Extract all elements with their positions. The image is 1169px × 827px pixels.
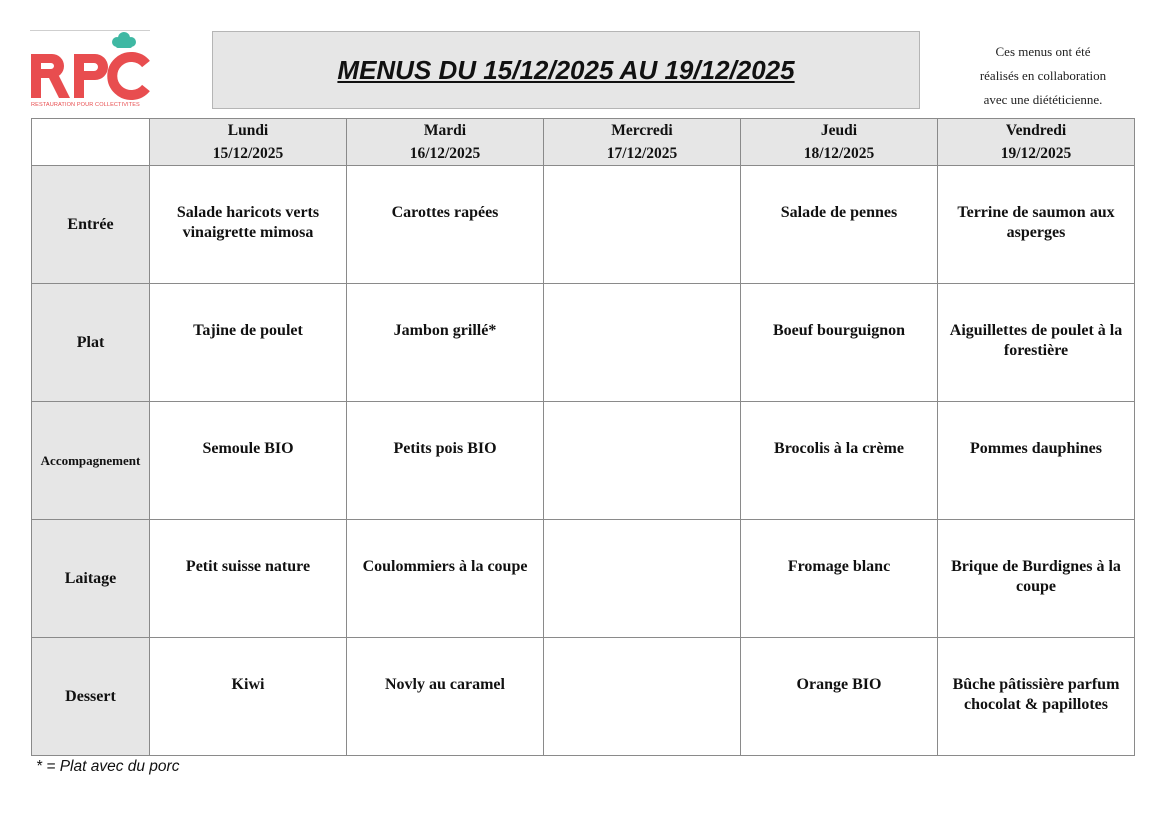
menu-cell	[347, 166, 544, 284]
dish-text: Semoule BIO	[202, 440, 294, 457]
day-header-wednesday	[544, 119, 741, 166]
menu-cell	[544, 402, 741, 520]
day-date: 18/12/2025	[803, 145, 875, 162]
pork-footnote: * = Plat avec du porc	[36, 758, 180, 775]
menu-cell	[938, 638, 1135, 756]
menu-cell	[544, 284, 741, 402]
table-corner-cell	[32, 119, 150, 166]
page-title: MENUS DU 15/12/2025 AU 19/12/2025	[337, 54, 795, 85]
company-logo	[30, 30, 152, 114]
dish-text: Tajine de poulet	[193, 322, 303, 339]
menu-cell	[741, 166, 938, 284]
dish-text: Petits pois BIO	[393, 440, 497, 457]
day-date: 16/12/2025	[409, 145, 481, 162]
dish-text: Coulommiers à la coupe	[362, 558, 528, 575]
row-label: Plat	[32, 284, 150, 402]
menu-cell	[938, 284, 1135, 402]
chef-hat-icon	[112, 32, 136, 48]
dish-text	[544, 638, 740, 675]
menu-cell	[150, 402, 347, 520]
logo-letter-p	[74, 54, 108, 98]
dish-text: Petit suisse nature	[185, 558, 311, 575]
menu-cell	[150, 166, 347, 284]
note-line: réalisés en collaboration	[979, 68, 1107, 83]
menu-table	[31, 118, 1135, 756]
dish-text: Kiwi	[231, 676, 265, 693]
menu-cell	[938, 402, 1135, 520]
dish-text	[544, 166, 740, 203]
day-date: 15/12/2025	[212, 145, 284, 162]
menu-cell	[741, 638, 938, 756]
dish-text: Orange BIO	[796, 676, 882, 693]
table-row-plat	[32, 284, 1135, 402]
logo-letter-c	[112, 57, 146, 95]
day-name: Jeudi	[820, 122, 858, 139]
dish-text	[544, 402, 740, 439]
menu-cell	[347, 520, 544, 638]
day-date: 17/12/2025	[606, 145, 678, 162]
menu-cell	[347, 284, 544, 402]
menu-cell	[741, 520, 938, 638]
dish-text: Salade de pennes	[780, 204, 898, 221]
menu-cell	[544, 520, 741, 638]
dish-text: Bûche pâtissière parfum chocolat & papillotes	[952, 676, 1120, 713]
menu-cell	[150, 520, 347, 638]
menu-cell	[347, 402, 544, 520]
dietitian-note	[948, 40, 1138, 112]
menu-cell	[741, 402, 938, 520]
day-name: Mardi	[423, 122, 467, 139]
table-row-entree	[32, 166, 1135, 284]
menu-cell	[150, 284, 347, 402]
menu-cell	[741, 284, 938, 402]
table-row-dessert	[32, 638, 1135, 756]
row-label: Accompagnement	[32, 402, 150, 520]
rpc-logo-mark	[30, 30, 152, 102]
dish-text	[544, 520, 740, 557]
dish-text: Aiguillettes de poulet à la forestière	[949, 322, 1123, 359]
day-name: Vendredi	[1005, 122, 1067, 139]
day-header-thursday	[741, 119, 938, 166]
dish-text: Salade haricots verts vinaigrette mimosa	[176, 204, 320, 241]
menu-cell	[938, 520, 1135, 638]
menu-cell	[150, 638, 347, 756]
dish-text: Novly au caramel	[385, 676, 505, 693]
title-banner	[212, 31, 920, 109]
dish-text: Boeuf bourguignon	[772, 322, 906, 339]
dish-text: Carottes rapées	[391, 204, 499, 221]
table-header-row	[32, 119, 1135, 166]
row-label: Entrée	[32, 166, 150, 284]
table-row-accompagnement	[32, 402, 1135, 520]
menu-cell	[938, 166, 1135, 284]
dish-text: Brique de Burdignes à la coupe	[951, 558, 1121, 595]
logo-subtitle: RESTAURATION POUR COLLECTIVITES	[31, 102, 140, 108]
dish-text: Brocolis à la crème	[774, 440, 904, 457]
menu-cell	[544, 166, 741, 284]
note-line: avec une diététicienne.	[983, 92, 1103, 107]
table-row-laitage	[32, 520, 1135, 638]
day-header-monday	[150, 119, 347, 166]
dish-text: Pommes dauphines	[969, 440, 1103, 457]
day-name: Lundi	[227, 122, 269, 139]
menu-cell	[544, 638, 741, 756]
dish-text	[544, 284, 740, 321]
row-label: Laitage	[32, 520, 150, 638]
day-name: Mercredi	[611, 122, 673, 139]
day-date: 19/12/2025	[1000, 145, 1072, 162]
row-label: Dessert	[32, 638, 150, 756]
dish-text: Jambon grillé*	[393, 322, 497, 339]
dish-text: Terrine de saumon aux asperges	[957, 204, 1115, 241]
dish-text: Fromage blanc	[787, 558, 891, 575]
day-header-tuesday	[347, 119, 544, 166]
day-header-friday	[938, 119, 1135, 166]
logo-letter-r	[31, 54, 70, 98]
menu-cell	[347, 638, 544, 756]
note-line: Ces menus ont été	[995, 44, 1091, 59]
